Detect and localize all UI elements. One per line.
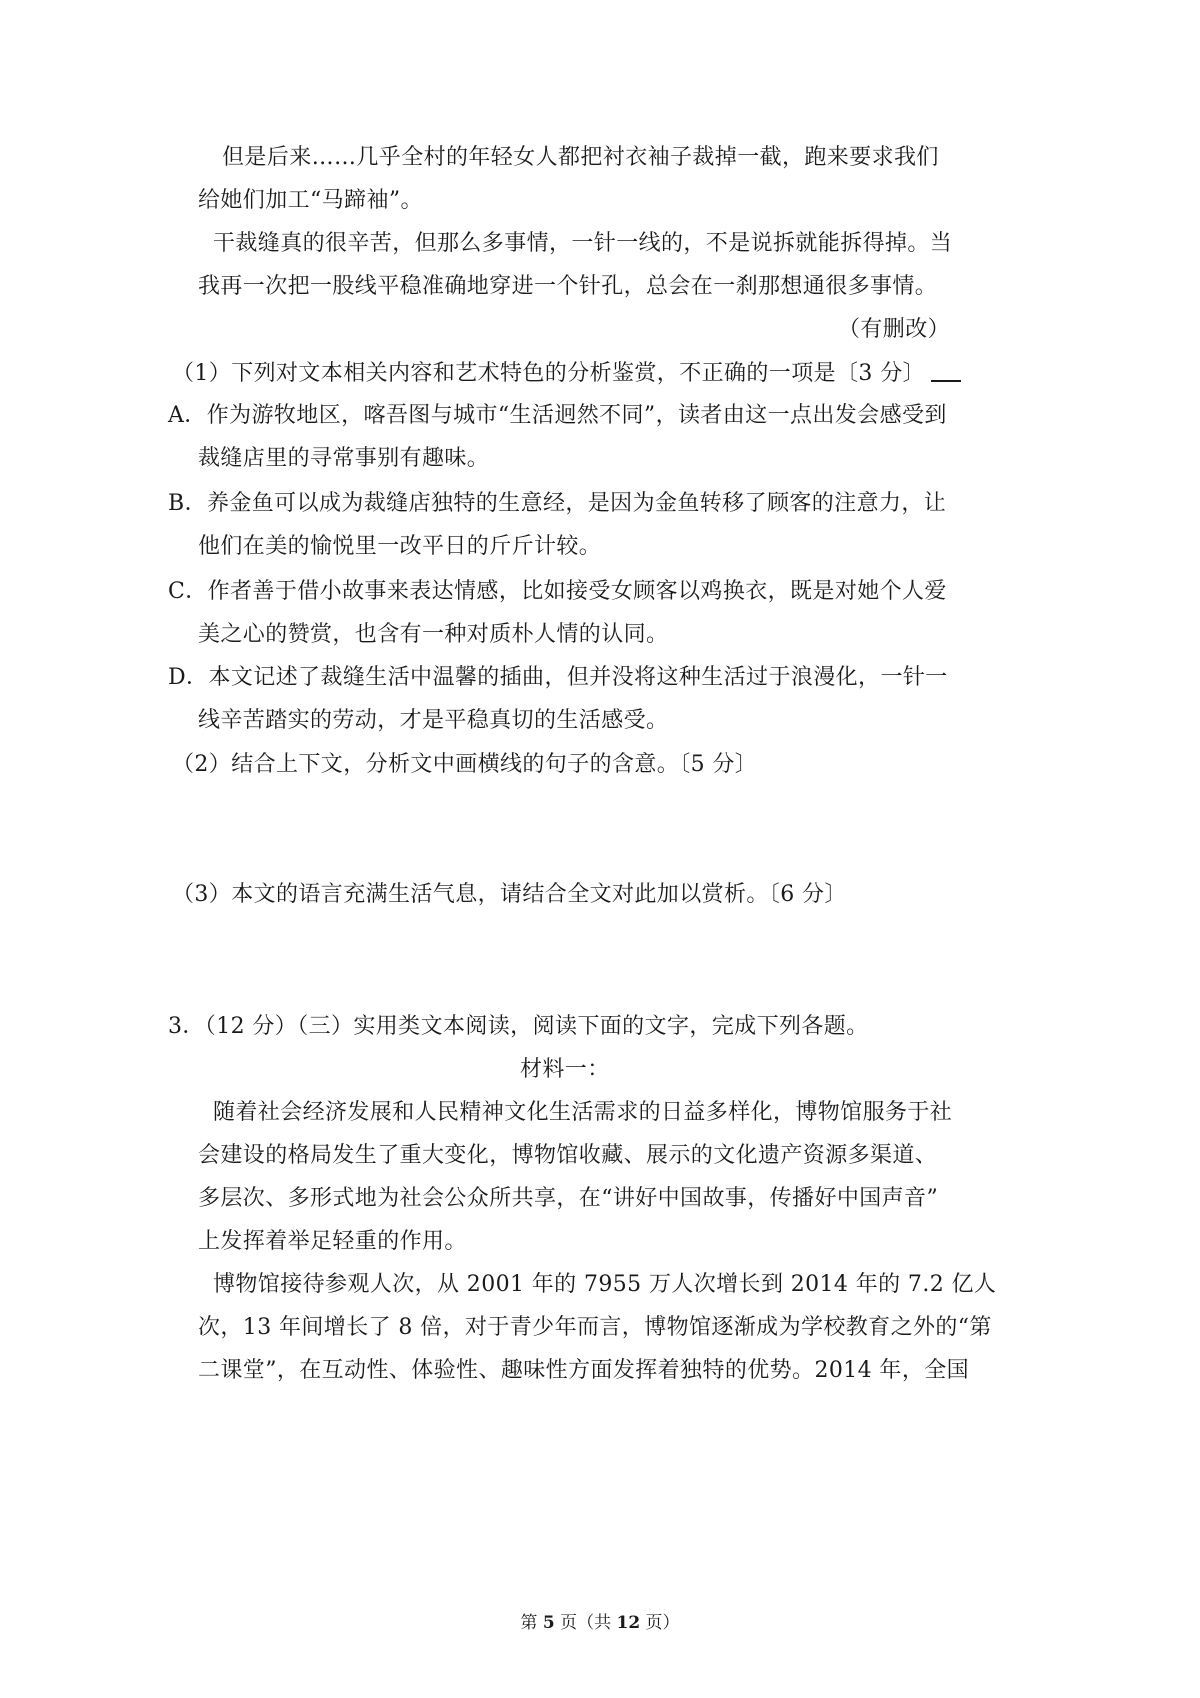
option-c-line: C．作者善于借小故事来表达情感，比如接受女顾客以鸡换衣，既是对她个人爱 <box>168 579 947 604</box>
material-paragraph-line: 次，13 年间增长了 8 倍，对于青少年而言，博物馆逐渐成为学校教育之外的“第 <box>198 1315 992 1340</box>
option-b-line: B．养金鱼可以成为裁缝店独特的生意经，是因为金鱼转移了顾客的注意力，让 <box>168 491 947 516</box>
option-d-line: D．本文记述了裁缝生活中温馨的插曲，但并没将这种生活过于浪漫化，一针一 <box>168 665 948 690</box>
question-1-stem <box>172 358 961 389</box>
question-1-text: （1）下列对文本相关内容和艺术特色的分析鉴赏，不正确的一项是〔3 分〕 <box>172 361 925 386</box>
answer-blank <box>931 358 961 382</box>
option-b-line: 他们在美的愉悦里一改平日的斤斤计较。 <box>198 534 602 559</box>
material-paragraph-line: 博物馆接待参观人次，从 2001 年的 7955 万人次增长到 2014 年的 7.2 亿人 <box>213 1272 997 1297</box>
passage-paragraph-line: 给她们加工“马蹄袖”。 <box>198 188 423 213</box>
material-title: 材料一： <box>520 1057 610 1082</box>
footer-prefix: 第 <box>520 1613 543 1633</box>
material-paragraph-line: 随着社会经济发展和人民精神文化生活需求的日益多样化，博物馆服务于社 <box>213 1100 953 1125</box>
total-pages: 12 <box>616 1613 641 1633</box>
section-3-heading: 3．（12 分）（三）实用类文本阅读，阅读下面的文字，完成下列各题。 <box>168 1014 869 1039</box>
option-d-line: 线辛苦踏实的劳动，才是平稳真切的生活感受。 <box>198 708 669 733</box>
footer-suffix: 页） <box>640 1613 680 1633</box>
footer-middle: 页（共 <box>554 1613 617 1633</box>
page-footer <box>0 1611 1200 1635</box>
material-paragraph-line: 二课堂”，在互动性、体验性、趣味性方面发挥着独特的优势。2014 年，全国 <box>198 1358 970 1383</box>
option-a-line: 裁缝店里的寻常事别有趣味。 <box>198 446 490 471</box>
passage-paragraph-line: 干裁缝真的很辛苦，但那么多事情，一针一线的，不是说拆就能拆得掉。当 <box>213 231 953 256</box>
material-paragraph-line: 上发挥着举足轻重的作用。 <box>198 1229 467 1254</box>
edited-note: （有删改） <box>838 317 951 342</box>
option-a-line: A．作为游牧地区，喀吾图与城市“生活迥然不同”，读者由这一点出发会感受到 <box>168 403 947 428</box>
material-paragraph-line: 会建设的格局发生了重大变化，博物馆收藏、展示的文化遗产资源多渠道、 <box>198 1143 938 1168</box>
page-number: 5 <box>542 1613 555 1633</box>
option-c-line: 美之心的赞赏，也含有一种对质朴人情的认同。 <box>198 622 669 647</box>
material-paragraph-line: 多层次、多形式地为社会公众所共享，在“讲好中国故事，传播好中国声音” <box>198 1186 939 1211</box>
passage-paragraph-line: 但是后来……几乎全村的年轻女人都把衬衣袖子裁掉一截，跑来要求我们 <box>222 145 939 170</box>
question-3-stem: （3）本文的语言充满生活气息，请结合全文对此加以赏析。〔6 分〕 <box>172 882 847 907</box>
question-2-stem: （2）结合上下文，分析文中画横线的句子的含意。〔5 分〕 <box>172 752 758 777</box>
passage-paragraph-line: 我再一次把一股线平稳准确地穿进一个针孔，总会在一刹那想通很多事情。 <box>198 274 938 299</box>
